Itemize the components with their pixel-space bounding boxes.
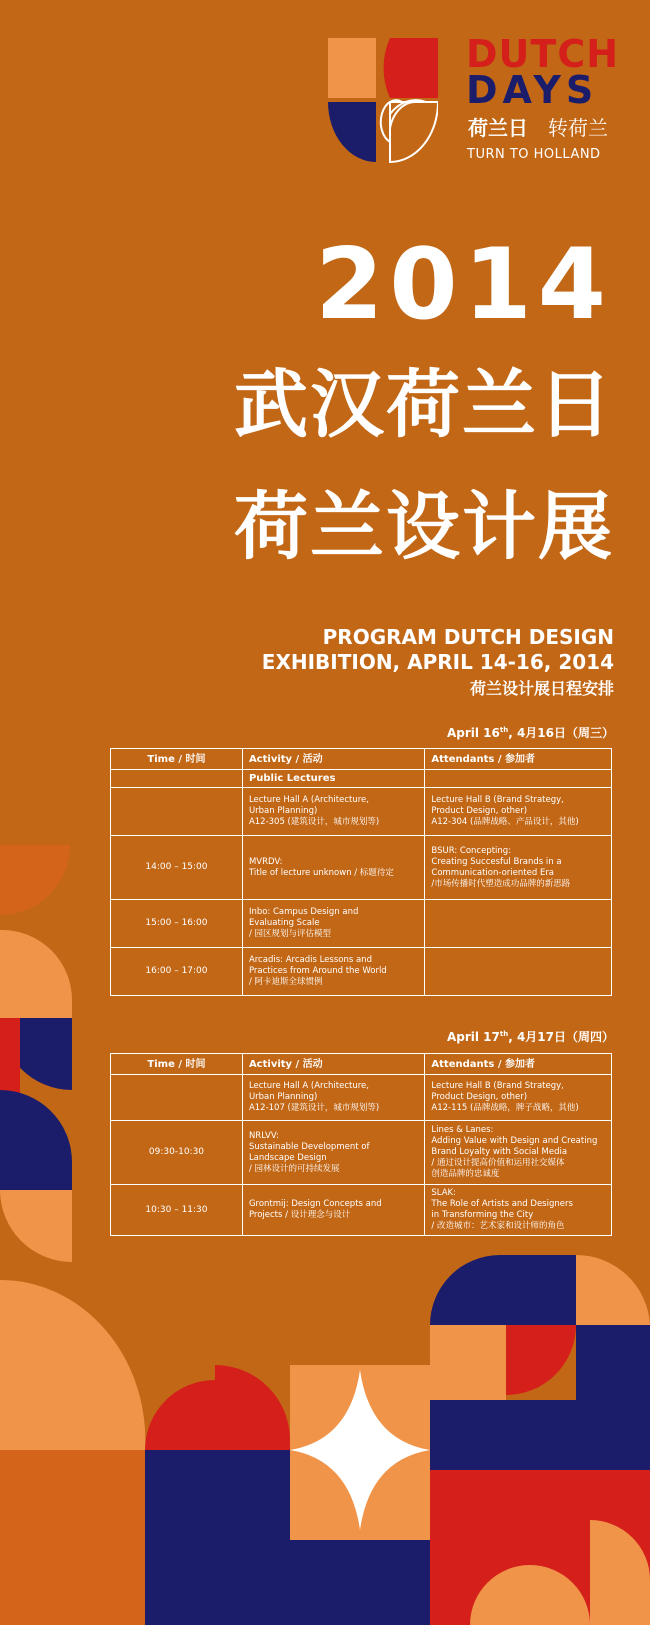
row-activity: MVRDV: Title of lecture unknown / 标题待定: [242, 836, 424, 900]
row-time: 15:00 – 16:00: [111, 900, 243, 948]
headline-title-line2: 荷兰设计展: [234, 484, 614, 570]
row-attendants: Lecture Hall B (Brand Strategy, Product Design, other) A12-115 (品牌战略，牌子战略，其他): [425, 1075, 612, 1121]
row-attendants: [425, 900, 612, 948]
right-orange-block: [430, 1325, 506, 1401]
row-activity: Arcadis: Arcadis Lessons and Practices from Around the World / 阿卡迪斯全球惯例: [242, 948, 424, 996]
left-quarter-shape: [0, 845, 70, 915]
header-activity: Activity / 活动: [242, 1054, 424, 1075]
right-orange-quarter: [576, 1255, 650, 1325]
section-label: Public Lectures: [242, 770, 424, 788]
schedule-date-2: [447, 1028, 614, 1045]
program-heading: [262, 625, 614, 675]
row-activity: Lecture Hall A (Architecture, Urban Planning) A12-107 (建筑设计，城市规划等): [242, 1075, 424, 1121]
row-time: 10:30 – 11:30: [111, 1185, 243, 1236]
date-prefix: April 16: [446, 726, 500, 740]
row-attendants: Lecture Hall B (Brand Strategy, Product Design, other) A12-304 (品牌战略、产品设计，其他): [425, 788, 612, 836]
right-red-shape: [506, 1325, 576, 1395]
right-navy-block: [500, 1255, 576, 1325]
row-time: [111, 788, 243, 836]
program-cn: 荷兰设计展日程安排: [469, 679, 614, 698]
table-row: [111, 1121, 612, 1185]
header-attendants: Attendants / 参加者: [425, 1054, 612, 1075]
brand-name-line2: DAYS: [466, 68, 599, 112]
table-row: [111, 948, 612, 996]
program-line2: EXHIBITION, APRIL 14-16, 2014: [261, 650, 614, 674]
brand-name-line1: DUTCH: [466, 32, 620, 76]
row-time: 16:00 – 17:00: [111, 948, 243, 996]
brand-cn-name: 荷兰日: [468, 116, 528, 140]
row-time: 14:00 – 15:00: [111, 836, 243, 900]
table-row: [111, 1075, 612, 1121]
header-activity: Activity / 活动: [242, 749, 424, 770]
date-suffix: , 4月17日（周四）: [508, 1030, 614, 1044]
table-row: [111, 900, 612, 948]
right-navy-tall: [576, 1325, 650, 1475]
table-section-row: [111, 770, 612, 788]
table-header-row: [111, 1054, 612, 1075]
date-sup: th: [499, 726, 509, 734]
row-attendants: [425, 948, 612, 996]
date-prefix: April 17: [446, 1030, 500, 1044]
date-suffix: , 4月16日（周三）: [508, 726, 614, 740]
headline-title-line1: 武汉荷兰日: [234, 362, 614, 448]
row-activity: Grontmij: Design Concepts and Projects / 设计理念与设计: [242, 1185, 424, 1236]
header-attendants: Attendants / 参加者: [425, 749, 612, 770]
row-activity: Lecture Hall A (Architecture, Urban Planning) A12-305 (建筑设计，城市规划等): [242, 788, 424, 836]
brand-cn-slogan: 转荷兰: [548, 116, 608, 140]
dutch-days-logo: [328, 38, 438, 163]
date-sup: th: [499, 1030, 509, 1038]
bottom-navy-strip: [290, 1540, 430, 1625]
left-navy-shape-2: [0, 1090, 72, 1190]
table-row: [111, 788, 612, 836]
schedule-table-1: [110, 748, 612, 996]
right-navy-quarter: [430, 1255, 500, 1325]
brand-tagline: TURN TO HOLLAND: [467, 147, 601, 162]
row-time: 09:30-10:30: [111, 1121, 243, 1185]
program-line1: PROGRAM DUTCH DESIGN: [322, 625, 614, 649]
bottom-red-arc: [215, 1365, 290, 1450]
bottom-orange-block: [0, 1450, 145, 1625]
header-time: Time / 时间: [111, 749, 243, 770]
row-attendants: Lines & Lanes: Adding Value with Design and Creating Brand Loyalty with Social Media / 通过设计提高价值和运用社交媒体 创造品牌的忠诚度: [425, 1121, 612, 1185]
row-time: [111, 1075, 243, 1121]
headline-year: 2014: [315, 228, 612, 342]
left-half-circle-shape: [0, 930, 72, 1018]
left-orange-shape: [0, 1190, 72, 1262]
row-attendants: SLAK: The Role of Artists and Designers in Transforming the City / 改造城市：艺术家和设计师的角色: [425, 1185, 612, 1236]
bottom-red-quarter: [145, 1380, 215, 1450]
schedule-table-2: [110, 1053, 612, 1236]
header-time: Time / 时间: [111, 1054, 243, 1075]
table-header-row: [111, 749, 612, 770]
row-attendants: BSUR: Concepting: Creating Succesful Brands in a Communication-oriented Era /市场传播时代塑造成功品牌的新思路: [425, 836, 612, 900]
row-activity: Inbo: Campus Design and Evaluating Scale / 园区规划与评估模型: [242, 900, 424, 948]
table-row: [111, 836, 612, 900]
table-row: [111, 1185, 612, 1236]
schedule-date-1: [447, 724, 614, 741]
row-activity: NRLVV: Sustainable Development of Landscape Design / 园林设计的可持续发展: [242, 1121, 424, 1185]
bottom-navy-block: [145, 1450, 290, 1625]
